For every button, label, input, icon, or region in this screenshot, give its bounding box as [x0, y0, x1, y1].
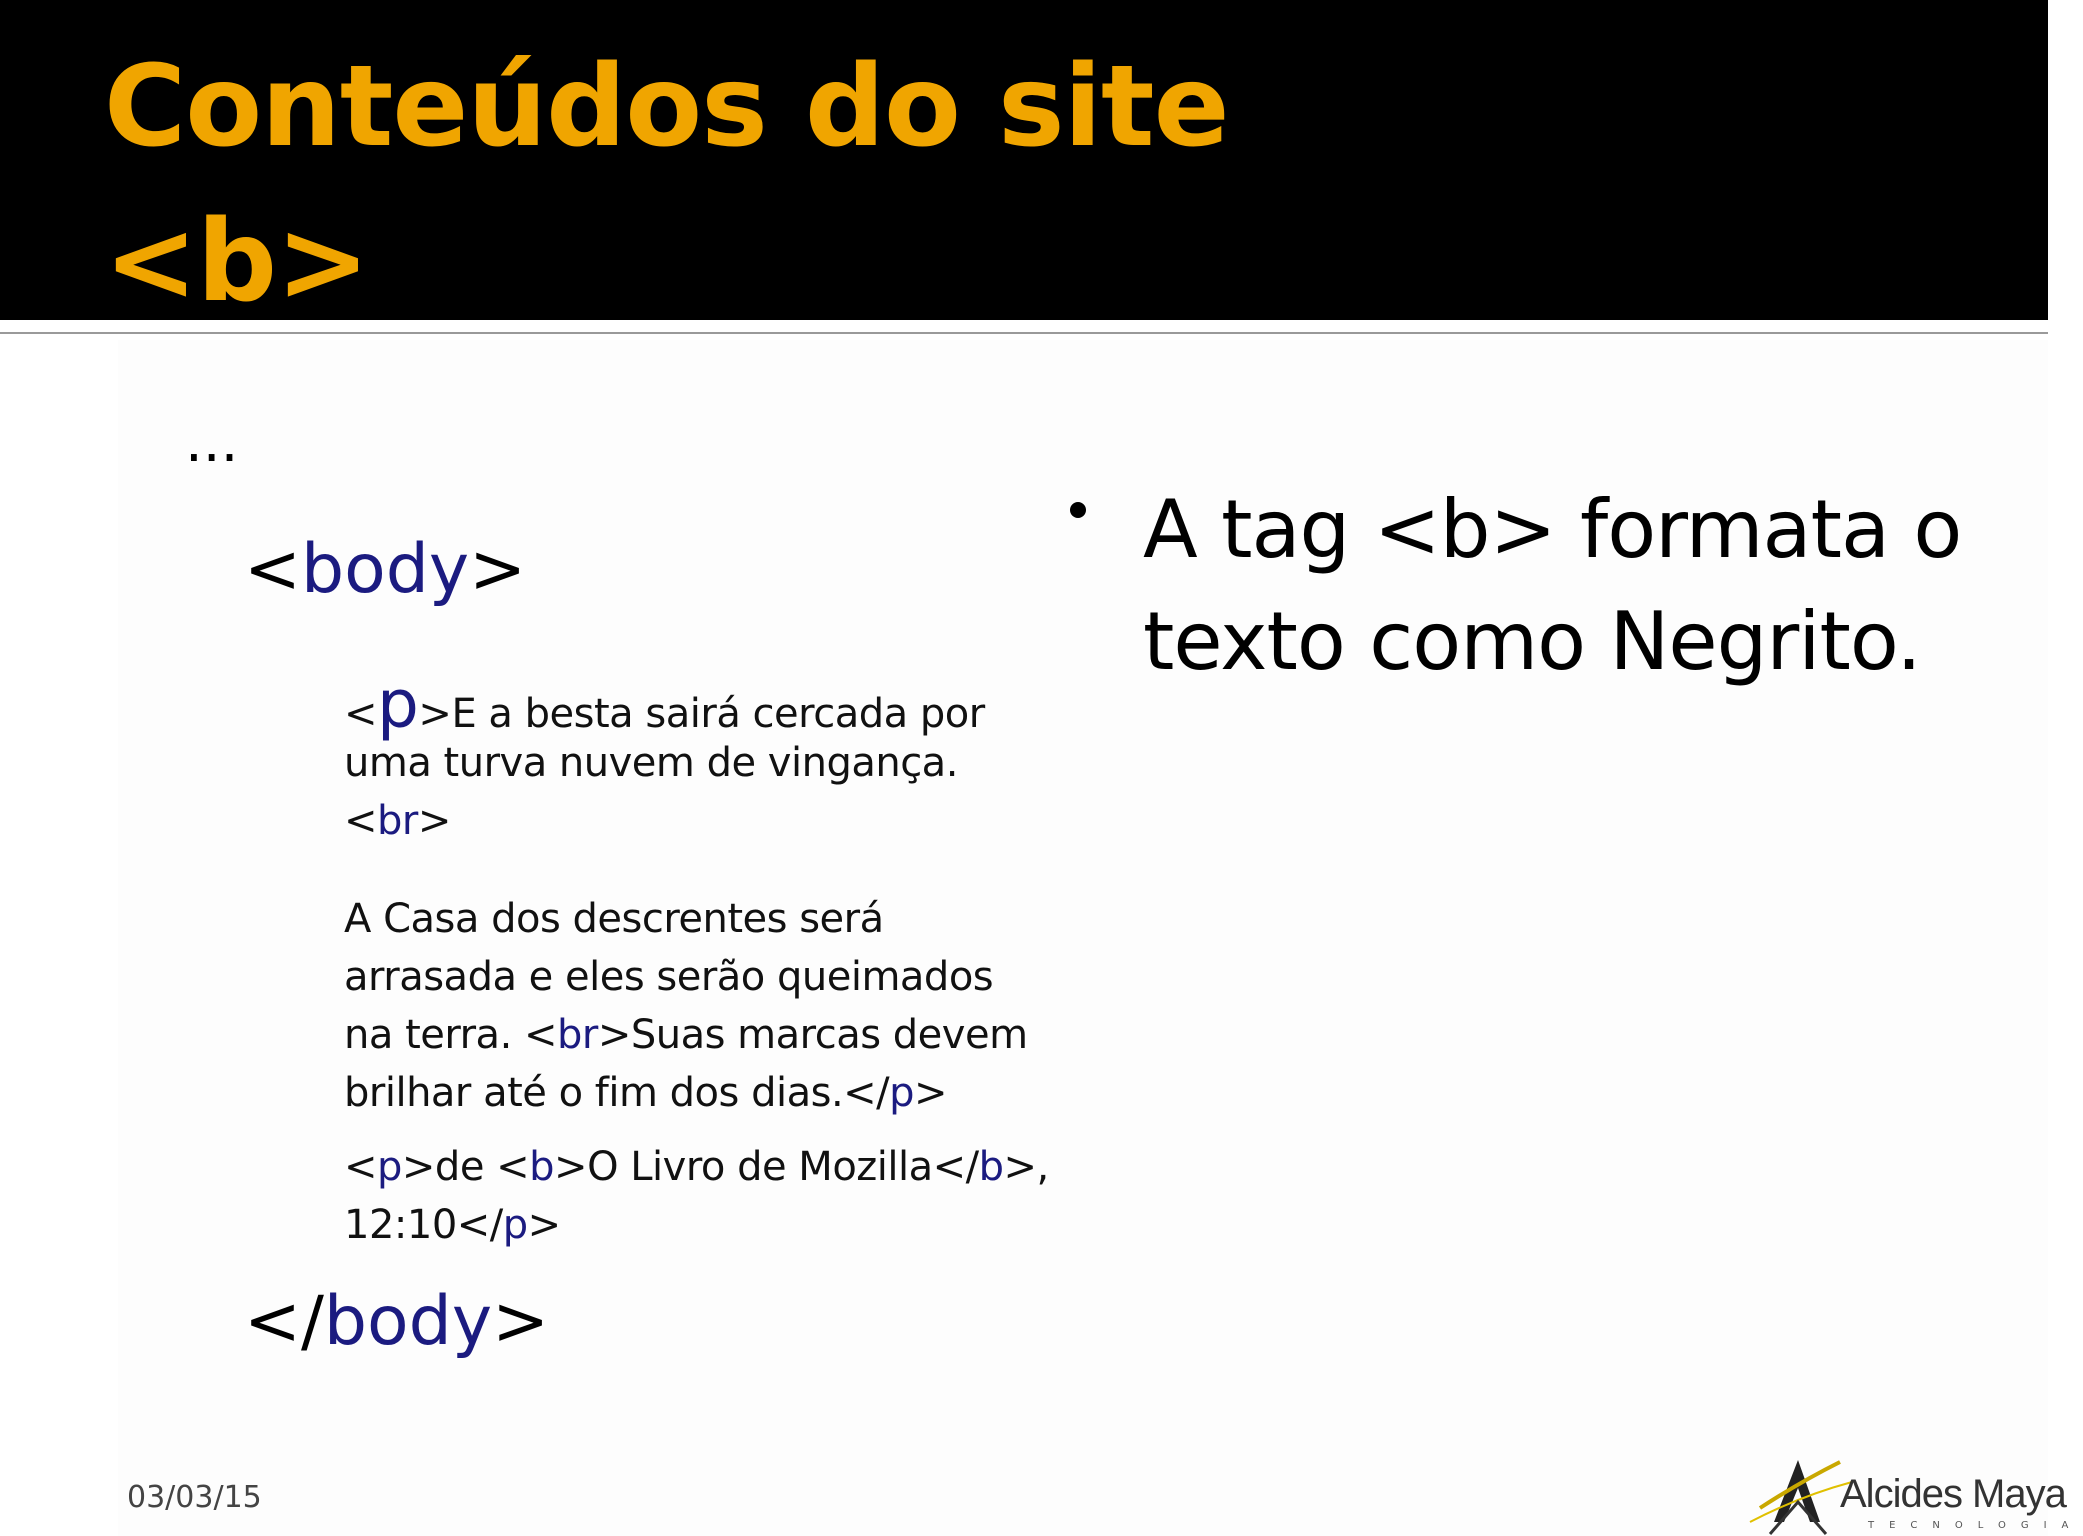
- code-paragraph-3: [344, 1138, 1049, 1254]
- tag-bracket: >: [1003, 1144, 1037, 1190]
- body-open-tag: [244, 530, 526, 610]
- logo-subtitle: TECNOLOGIA: [1868, 1520, 2083, 1531]
- tag-bracket: >: [401, 1144, 435, 1190]
- code-text: E a besta sairá cercada por: [451, 691, 985, 737]
- title-line-1: Conteúdos do site: [104, 42, 1229, 172]
- code-text: O Livro de Mozilla: [587, 1144, 933, 1190]
- alcides-maya-logo: [1740, 1452, 2083, 1536]
- bullet-line-2: texto como Negrito.: [1143, 595, 1921, 688]
- tag-bracket: >: [527, 1202, 561, 1248]
- title-line-2: <b>: [104, 197, 369, 327]
- code-text: Suas marcas devem: [630, 1012, 1028, 1058]
- code-line: uma turva nuvem de vingança.: [344, 740, 958, 786]
- code-line: [344, 666, 985, 743]
- bullet-line-1: A tag <b> formata o: [1143, 483, 1962, 576]
- tag-bracket: <: [344, 798, 378, 844]
- code-line: [344, 1064, 1028, 1122]
- tag-name: b: [978, 1144, 1004, 1190]
- tag-bracket: </: [843, 1070, 890, 1116]
- tag-name: body: [323, 1282, 493, 1361]
- code-line: A Casa dos descrentes será: [344, 896, 884, 942]
- bullet-dot-icon: [1070, 502, 1086, 518]
- code-line: [344, 792, 985, 850]
- tag-bracket: >: [554, 1144, 588, 1190]
- tag-bracket: </: [456, 1202, 503, 1248]
- tag-name: p: [377, 666, 419, 743]
- tag-bracket: </: [244, 1282, 324, 1361]
- tag-bracket: >: [597, 1012, 631, 1058]
- tag-name: body: [300, 530, 470, 609]
- tag-bracket: >: [417, 798, 451, 844]
- tag-bracket: <: [244, 530, 301, 609]
- tag-bracket: >: [418, 691, 452, 737]
- slide-title: [104, 30, 1229, 340]
- code-line: [344, 1138, 1049, 1196]
- code-line: [344, 1006, 1028, 1064]
- tag-bracket: >: [914, 1070, 948, 1116]
- tag-bracket: </: [932, 1144, 979, 1190]
- tag-name: p: [502, 1202, 528, 1248]
- code-line: [344, 1196, 1049, 1254]
- tag-name: p: [889, 1070, 915, 1116]
- code-paragraph-2: [344, 890, 1028, 1122]
- code-text: na terra.: [344, 1012, 524, 1058]
- tag-bracket: <: [344, 691, 378, 737]
- tag-name: b: [529, 1144, 555, 1190]
- code-paragraph-1: [344, 666, 985, 850]
- tag-bracket: >: [492, 1282, 550, 1361]
- footer-date: 03/03/15: [127, 1480, 262, 1515]
- code-line: arrasada e eles serão queimados: [344, 954, 994, 1000]
- tag-bracket: <: [524, 1012, 558, 1058]
- code-text: ,: [1036, 1144, 1049, 1190]
- tag-bracket: >: [469, 530, 527, 609]
- tag-name: br: [377, 798, 418, 844]
- code-text: brilhar até o fim dos dias.: [344, 1070, 844, 1116]
- ellipsis: ...: [185, 410, 239, 475]
- tag-name: p: [377, 1144, 402, 1190]
- tag-bracket: <: [496, 1144, 530, 1190]
- body-close-tag: [244, 1282, 549, 1362]
- tag-name: br: [557, 1012, 598, 1058]
- tag-bracket: <: [344, 1144, 378, 1190]
- bullet-point: [1143, 474, 1961, 698]
- code-text: de: [434, 1144, 497, 1190]
- logo-name: Alcides Maya: [1840, 1472, 2066, 1516]
- code-text: 12:10: [344, 1202, 457, 1248]
